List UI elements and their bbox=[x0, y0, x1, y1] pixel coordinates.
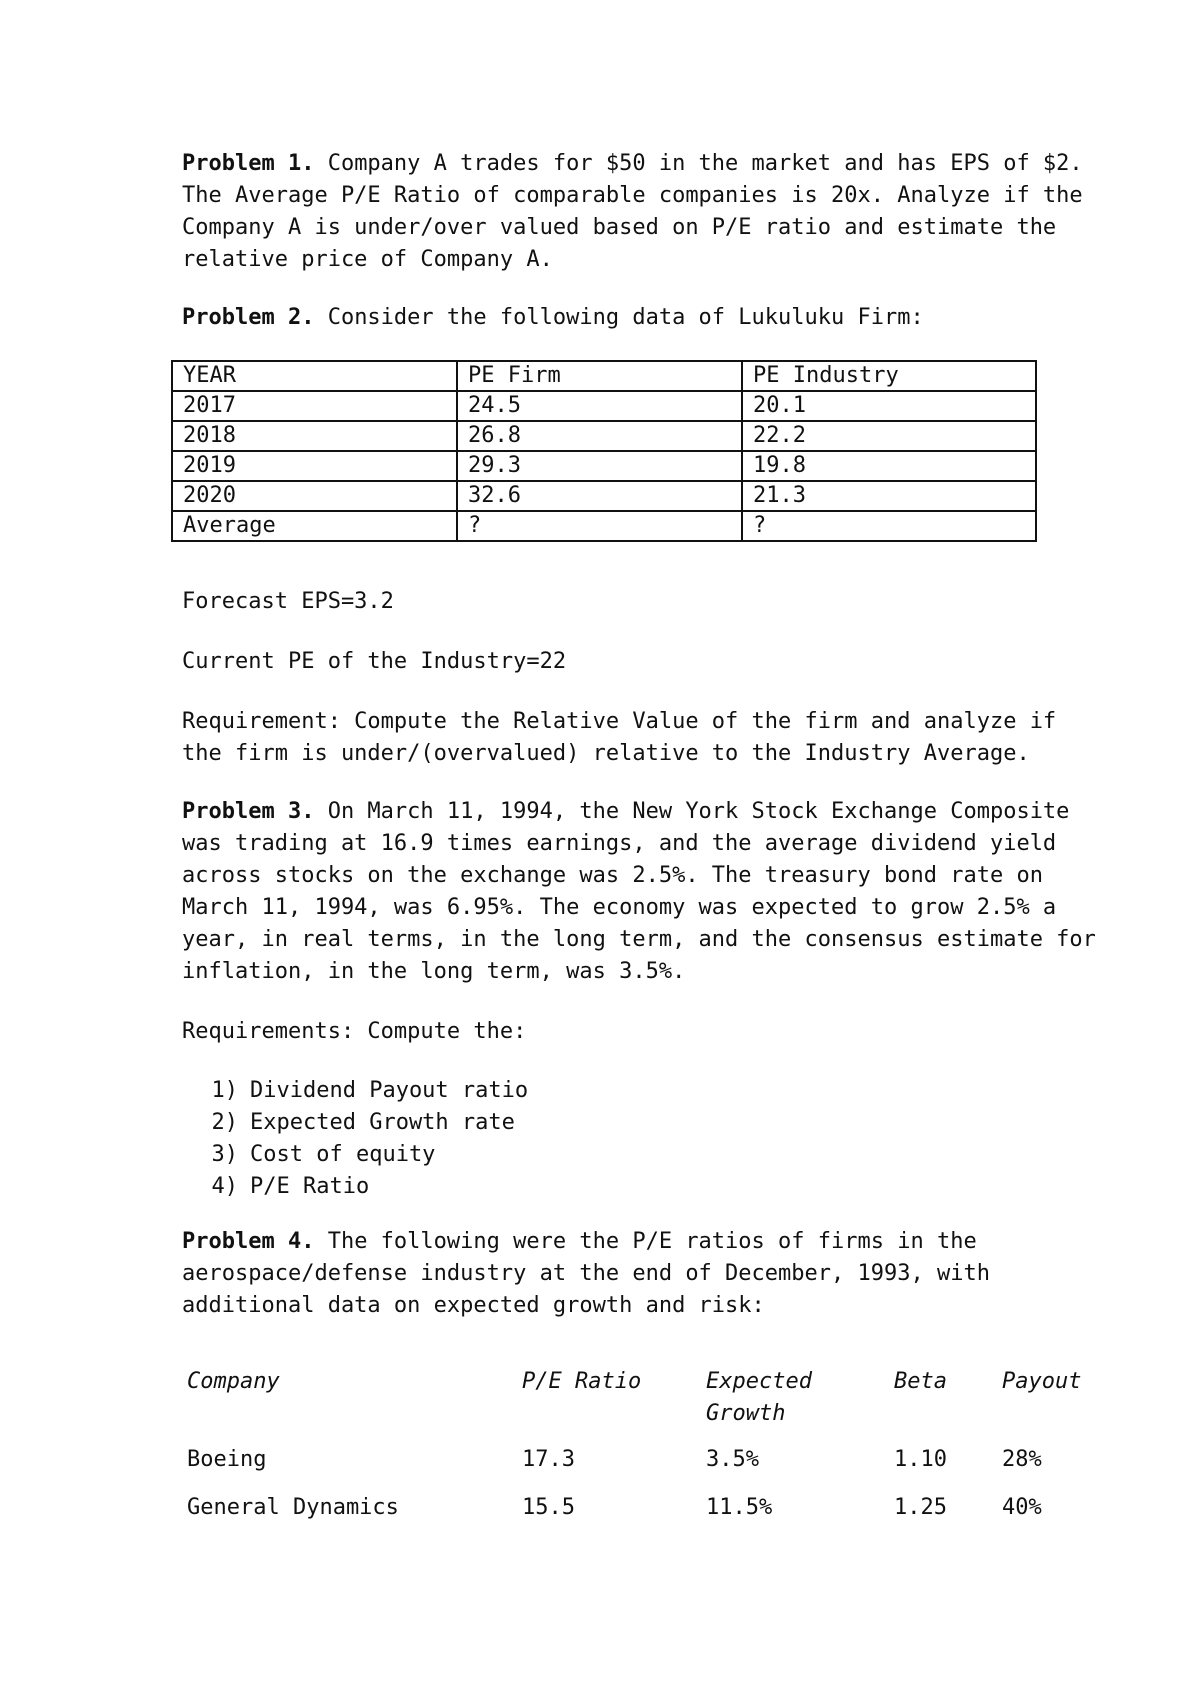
pe-table-cell: 29.3 bbox=[457, 451, 742, 481]
pe-table-header: PE Firm bbox=[457, 361, 742, 391]
pe-table-cell: 2019 bbox=[172, 451, 457, 481]
pe-table-cell: ? bbox=[742, 511, 1036, 541]
pe-table-row bbox=[172, 421, 1036, 451]
problem-4-line: aerospace/defense industry at the end of December, 1993, with bbox=[182, 1261, 990, 1286]
list-item bbox=[182, 1107, 528, 1139]
requirement-line: the firm is under/(overvalued) relative to the Industry Average. bbox=[182, 741, 1030, 766]
company-table-cell: 17.3 bbox=[522, 1447, 575, 1472]
company-table-header: Expected Growth bbox=[706, 1369, 812, 1426]
problem-3-line: On March 11, 1994, the New York Stock Exchange Composite bbox=[314, 799, 1070, 824]
pe-table-cell: 21.3 bbox=[742, 481, 1036, 511]
pe-table-row bbox=[172, 481, 1036, 511]
company-table-cell: Boeing bbox=[187, 1447, 267, 1472]
problem-2-requirement bbox=[182, 706, 1057, 770]
problem-3-line: was trading at 16.9 times earnings, and the average dividend yield bbox=[182, 831, 1057, 856]
problem-3-line: across stocks on the exchange was 2.5%. The treasury bond rate on bbox=[182, 863, 1043, 888]
pe-table-row bbox=[172, 511, 1036, 541]
problem-2-intro bbox=[182, 302, 1042, 334]
problem-4-line: The following were the P/E ratios of firms in the bbox=[314, 1229, 977, 1254]
company-table-cell: 11.5% bbox=[706, 1495, 773, 1520]
pe-table-cell: 32.6 bbox=[457, 481, 742, 511]
problem-1-line: Company A is under/over valued based on P/E ratio and estimate the bbox=[182, 215, 1057, 240]
company-table-cell: 1.25 bbox=[894, 1495, 947, 1520]
list-number: 2) bbox=[211, 1110, 238, 1135]
list-text: P/E Ratio bbox=[250, 1174, 370, 1199]
problem-1-line: The Average P/E Ratio of comparable companies is 20x. Analyze if the bbox=[182, 183, 1083, 208]
forecast-eps bbox=[182, 586, 1042, 618]
pe-table-cell: 22.2 bbox=[742, 421, 1036, 451]
company-table-cell: 40% bbox=[1002, 1495, 1042, 1520]
company-table-header: P/E Ratio bbox=[522, 1369, 642, 1394]
company-table-header-row bbox=[182, 1366, 1082, 1444]
problem-2-intro-text: Consider the following data of Lukuluku Firm: bbox=[314, 305, 924, 330]
problem-3-line: year, in real terms, in the long term, and the consensus estimate for bbox=[182, 927, 1096, 952]
pe-table-cell: 20.1 bbox=[742, 391, 1036, 421]
pe-table-row bbox=[172, 451, 1036, 481]
pe-table-cell: 2020 bbox=[172, 481, 457, 511]
pe-table-cell: 19.8 bbox=[742, 451, 1036, 481]
company-table-row bbox=[182, 1444, 1082, 1492]
company-table-cell: 3.5% bbox=[706, 1447, 759, 1472]
pe-table-cell: 24.5 bbox=[457, 391, 742, 421]
problem-4-heading: Problem 4. bbox=[182, 1229, 315, 1254]
company-table-header: Beta bbox=[894, 1369, 947, 1394]
company-table-cell: 28% bbox=[1002, 1447, 1042, 1472]
pe-table-cell: 26.8 bbox=[457, 421, 742, 451]
company-table bbox=[182, 1366, 1082, 1540]
list-text: Dividend Payout ratio bbox=[250, 1078, 529, 1103]
problem-1-line: relative price of Company A. bbox=[182, 247, 553, 272]
list-number: 3) bbox=[211, 1142, 238, 1167]
requirement-line: Requirement: Compute the Relative Value of the firm and analyze if bbox=[182, 709, 1057, 734]
problem-4-line: additional data on expected growth and risk: bbox=[182, 1293, 765, 1318]
pe-table-cell: ? bbox=[457, 511, 742, 541]
pe-table-header: YEAR bbox=[172, 361, 457, 391]
problem-3 bbox=[182, 796, 1096, 988]
list-text: Cost of equity bbox=[250, 1142, 436, 1167]
requirements-label: Requirements: Compute the: bbox=[182, 1019, 527, 1044]
pe-table-cell: Average bbox=[172, 511, 457, 541]
forecast-eps-text: Forecast EPS=3.2 bbox=[182, 589, 394, 614]
pe-table-cell: 2017 bbox=[172, 391, 457, 421]
list-item bbox=[182, 1075, 528, 1107]
pe-table-row bbox=[172, 391, 1036, 421]
current-pe-text: Current PE of the Industry=22 bbox=[182, 649, 567, 674]
problem-3-requirements-label bbox=[182, 1016, 1042, 1048]
problem-4 bbox=[182, 1226, 1042, 1322]
pe-table bbox=[171, 360, 1037, 542]
pe-table-header-row bbox=[172, 361, 1036, 391]
requirements-list bbox=[182, 1075, 528, 1203]
list-item bbox=[182, 1139, 528, 1171]
company-table-cell: General Dynamics bbox=[187, 1495, 399, 1520]
list-item bbox=[182, 1171, 528, 1203]
company-table-header: Company bbox=[187, 1369, 280, 1394]
problem-3-line: March 11, 1994, was 6.95%. The economy was expected to grow 2.5% a bbox=[182, 895, 1057, 920]
pe-table-cell: 2018 bbox=[172, 421, 457, 451]
problem-1 bbox=[182, 148, 1083, 276]
list-text: Expected Growth rate bbox=[250, 1110, 515, 1135]
current-pe bbox=[182, 646, 1042, 678]
problem-1-line: Company A trades for $50 in the market and has EPS of $2. bbox=[314, 151, 1083, 176]
problem-3-line: inflation, in the long term, was 3.5%. bbox=[182, 959, 686, 984]
company-table-cell: 15.5 bbox=[522, 1495, 575, 1520]
list-number: 1) bbox=[211, 1078, 238, 1103]
company-table-row bbox=[182, 1492, 1082, 1540]
problem-1-heading: Problem 1. bbox=[182, 151, 315, 176]
list-number: 4) bbox=[211, 1174, 238, 1199]
company-table-cell: 1.10 bbox=[894, 1447, 947, 1472]
problem-2-heading: Problem 2. bbox=[182, 305, 315, 330]
problem-3-heading: Problem 3. bbox=[182, 799, 315, 824]
company-table-header: Payout bbox=[1002, 1369, 1082, 1394]
pe-table-header: PE Industry bbox=[742, 361, 1036, 391]
